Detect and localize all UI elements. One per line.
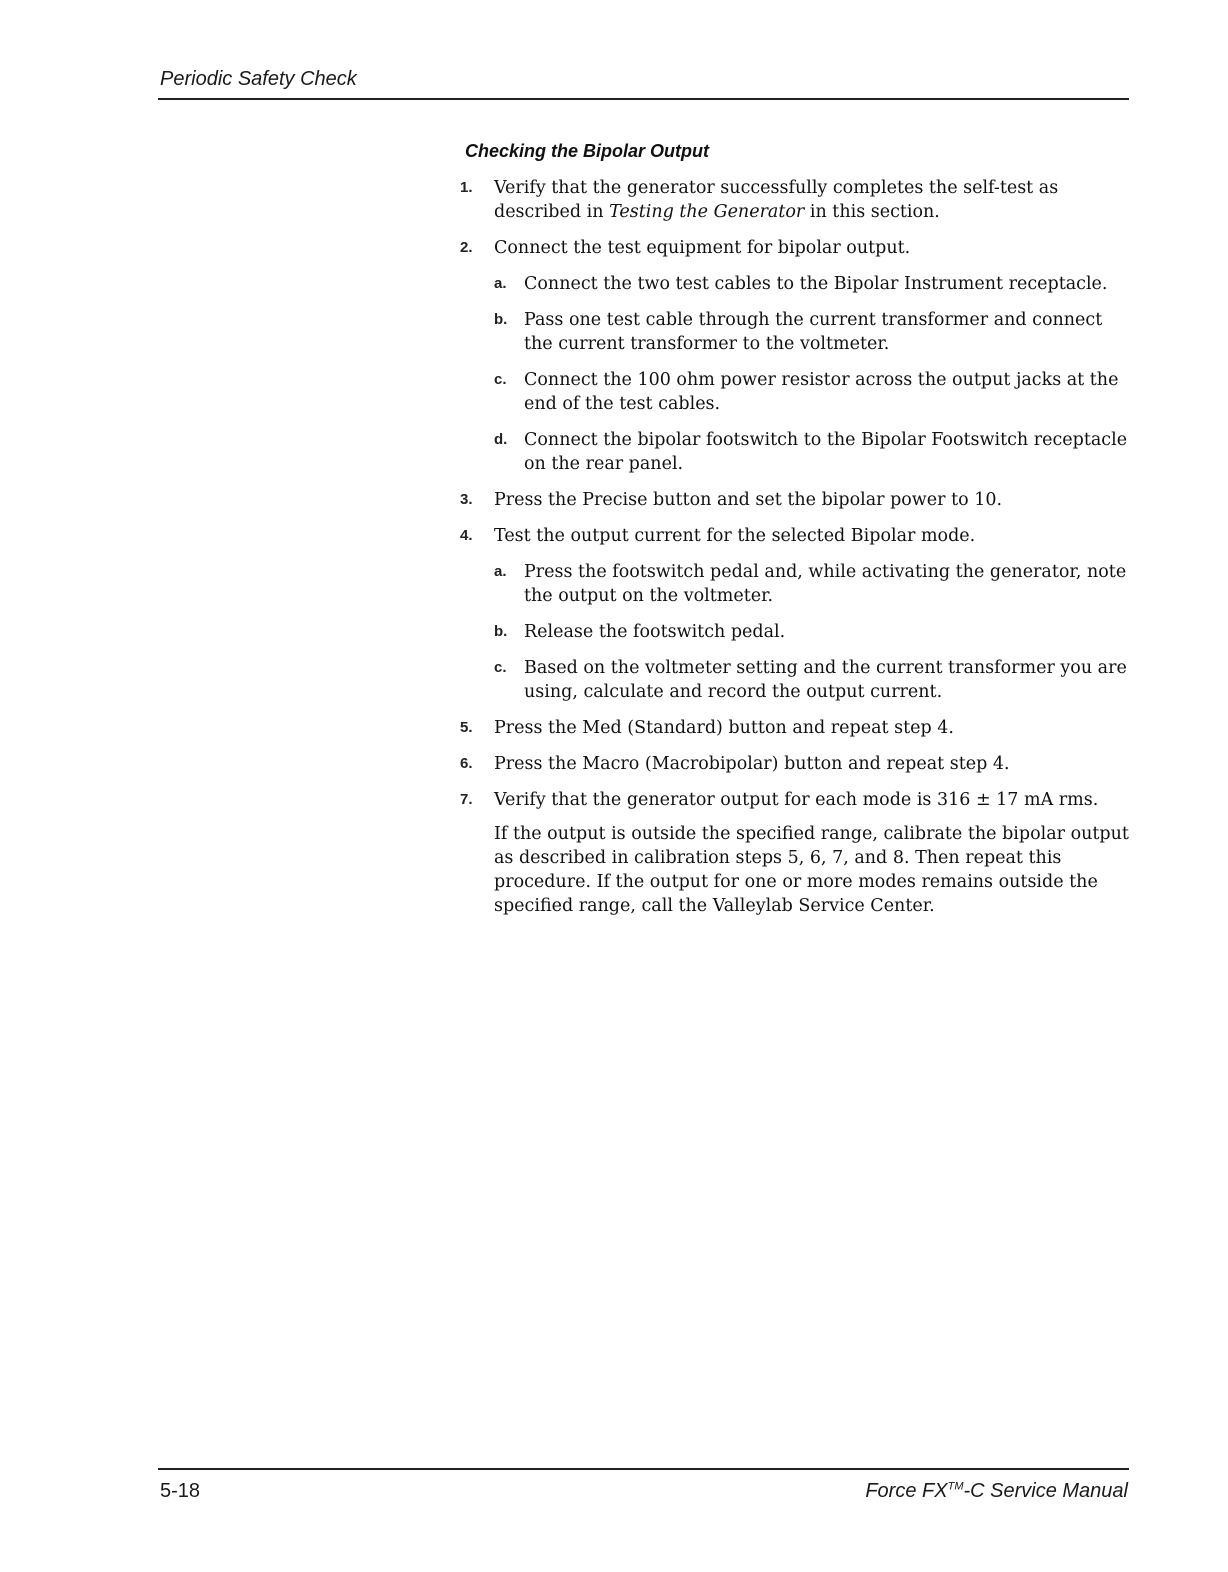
- substep-letter: c.: [494, 371, 507, 388]
- header-rule: [158, 98, 1129, 100]
- step-number: 5.: [460, 719, 473, 736]
- substep-letter: b.: [494, 311, 508, 328]
- step-number: 1.: [460, 179, 473, 196]
- substep-text: Pass one test cable through the current transformer and connect the current transformer to the voltmeter.: [524, 310, 1103, 354]
- step-text: Verify that the generator successfully completes the self-test as described in: [494, 178, 1059, 222]
- step-number: 6.: [460, 755, 473, 772]
- substep-4c: [494, 656, 1130, 704]
- substep-list: [494, 272, 1130, 476]
- manual-title: [865, 1480, 1128, 1503]
- step-text: Press the Med (Standard) button and repeat step 4.: [494, 718, 954, 738]
- substep-2a: [494, 272, 1130, 296]
- step-4: [460, 524, 1130, 704]
- procedure-note: If the output is outside the specified range, calibrate the bipolar output as described in calibration steps 5, 6, 7, and 8. Then repeat this procedure. If the output for one or more modes remains outside the specified range, call the Valleylab Service Center.: [494, 824, 1129, 916]
- step-text: Verify that the generator output for each mode is 316 ± 17 mA rms.: [494, 790, 1099, 810]
- substep-4a: [494, 560, 1130, 608]
- step-7: [460, 788, 1130, 812]
- substep-letter: d.: [494, 431, 508, 448]
- step-6: [460, 752, 1130, 776]
- procedure-content: [460, 176, 1130, 918]
- substep-text: Release the footswitch pedal.: [524, 622, 786, 642]
- substep-text: Press the footswitch pedal and, while activating the generator, note the output on the voltmeter.: [524, 562, 1127, 606]
- step-text: Connect the test equipment for bipolar output.: [494, 238, 911, 258]
- step-text-italic: Testing the Generator: [609, 202, 805, 222]
- substep-text: Based on the voltmeter setting and the current transformer you are using, calculate and record the output current.: [524, 658, 1127, 702]
- step-text: Test the output current for the selected Bipolar mode.: [494, 526, 976, 546]
- page-number: 5-18: [160, 1480, 201, 1502]
- substep-4b: [494, 620, 1130, 644]
- trademark-mark: TM: [947, 1480, 964, 1493]
- substep-text: Connect the 100 ohm power resistor across the output jacks at the end of the test cables.: [524, 370, 1119, 414]
- footer-rule: [158, 1468, 1129, 1470]
- substep-letter: c.: [494, 659, 507, 676]
- manual-title-prefix: Force FX: [865, 1480, 948, 1502]
- substep-2d: [494, 428, 1130, 476]
- manual-title-suffix: -C Service Manual: [963, 1480, 1128, 1502]
- step-2: [460, 236, 1130, 476]
- substep-2c: [494, 368, 1130, 416]
- step-text: in this section.: [804, 202, 940, 222]
- substep-text: Connect the bipolar footswitch to the Bipolar Footswitch receptacle on the rear panel.: [524, 430, 1128, 474]
- substep-list: [494, 560, 1130, 704]
- running-header: Periodic Safety Check: [160, 68, 357, 90]
- step-number: 4.: [460, 527, 473, 544]
- substep-letter: a.: [494, 275, 507, 292]
- step-number: 3.: [460, 491, 473, 508]
- substep-text: Connect the two test cables to the Bipolar Instrument receptacle.: [524, 274, 1108, 294]
- step-text: Press the Precise button and set the bipolar power to 10.: [494, 490, 1003, 510]
- step-text: Press the Macro (Macrobipolar) button and repeat step 4.: [494, 754, 1010, 774]
- step-5: [460, 716, 1130, 740]
- step-3: [460, 488, 1130, 512]
- section-heading: Checking the Bipolar Output: [465, 141, 710, 161]
- substep-2b: [494, 308, 1130, 356]
- step-number: 2.: [460, 239, 473, 256]
- step-1: [460, 176, 1130, 224]
- step-number: 7.: [460, 791, 473, 808]
- substep-letter: b.: [494, 623, 508, 640]
- substep-letter: a.: [494, 563, 507, 580]
